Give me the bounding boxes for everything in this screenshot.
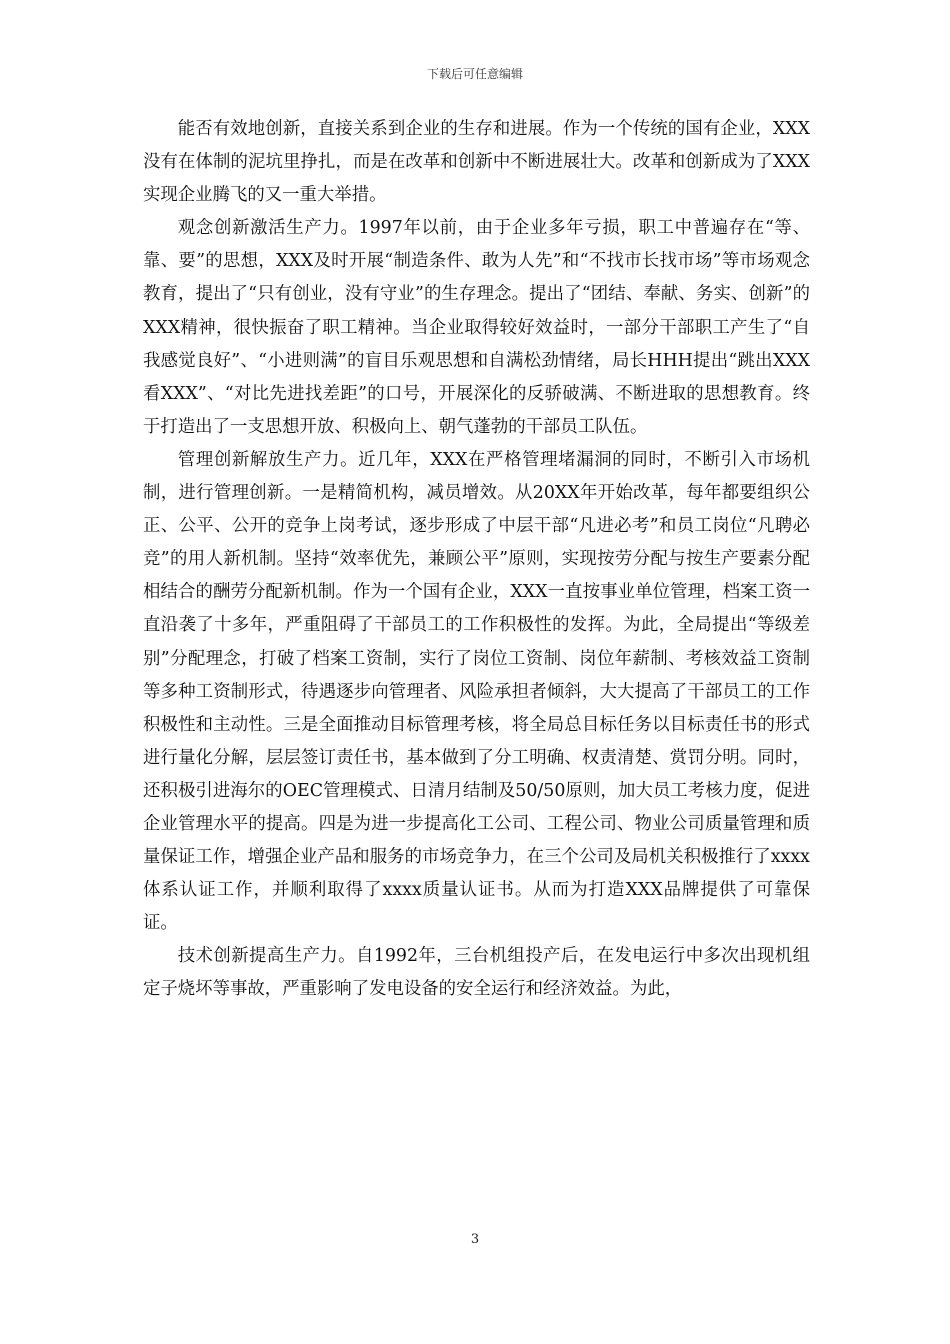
document-body bbox=[143, 113, 810, 1007]
paragraph-technology-innovation: 技术创新提高生产力。自1992年，三台机组投产后，在发电运行中多次出现机组定子烧坏等事故，严重影响了发电设备的安全运行和经济效益。为此， bbox=[143, 946, 810, 1000]
paragraph-intro: 能否有效地创新，直接关系到企业的生存和进展。作为一个传统的国有企业，XXX没有在体制的泥坑里挣扎，而是在改革和创新中不断进展壮大。改革和创新成为了XXX实现企业腾飞的又一重大举措。 bbox=[143, 119, 810, 206]
page-number: 3 bbox=[470, 1232, 480, 1247]
paragraph-concept-innovation: 观念创新激活生产力。1997年以前，由于企业多年亏损，职工中普遍存在“等、靠、要”的思想，XXX及时开展“制造条件、敢为人先”和“不找市长找市场”等市场观念教育，提出了“只有创业，没有守业”的生存理念。提出了“团结、奉献、务实、创新”的XXX精神，很快振奋了职工精神。当企业取得较好效益时，一部分干部职工产生了“自我感觉良好”、“小进则满”的盲目乐观思想和自满松劲情绪，局长HHH提出“跳出XXX看XXX”、“对比先进找差距”的口号，开展深化的反骄破满、不断进取的思想教育。终于打造出了一支思想开放、积极向上、朝气蓬勃的干部员工队伍。 bbox=[143, 218, 810, 437]
paragraph-management-innovation: 管理创新解放生产力。近几年，XXX在严格管理堵漏洞的同时，不断引入市场机制，进行管理创新。一是精简机构，减员增效。从20XX年开始改革，每年都要组织公正、公平、公开的竞争上岗考试，逐步形成了中层干部“凡进必考”和员工岗位“凡聘必竞”的用人新机制。坚持“效率优先，兼顾公平”原则，实现按劳分配与按生产要素分配相结合的酬劳分配新机制。作为一个国有企业，XXX一直按事业单位管理，档案工资一直沿袭了十多年，严重阻碍了干部员工的工作积极性的发挥。为此，全局提出“等级差别”分配理念，打破了档案工资制，实行了岗位工资制、岗位年薪制、考核效益工资制等多种工资制形式，待遇逐步向管理者、风险承担者倾斜，大大提高了干部员工的工作积极性和主动性。三是全面推动目标管理考核，将全局总目标任务以目标责任书的形式进行量化分解，层层签订责任书，基本做到了分工明确、权责清楚、赏罚分明。同时，还积极引进海尔的OEC管理模式、日清月结制及50/50原则，加大员工考核力度，促进企业管理水平的提高。四是为进一步提高化工公司、工程公司、物业公司质量管理和质量保证工作，增强企业产品和服务的市场竞争力，在三个公司及局机关积极推行了xxxx体系认证工作，并顺利取得了xxxx质量认证书。从而为打造XXX品牌提供了可靠保证。 bbox=[143, 449, 810, 934]
page-header-note: 下载后可任意编辑 bbox=[426, 67, 523, 81]
